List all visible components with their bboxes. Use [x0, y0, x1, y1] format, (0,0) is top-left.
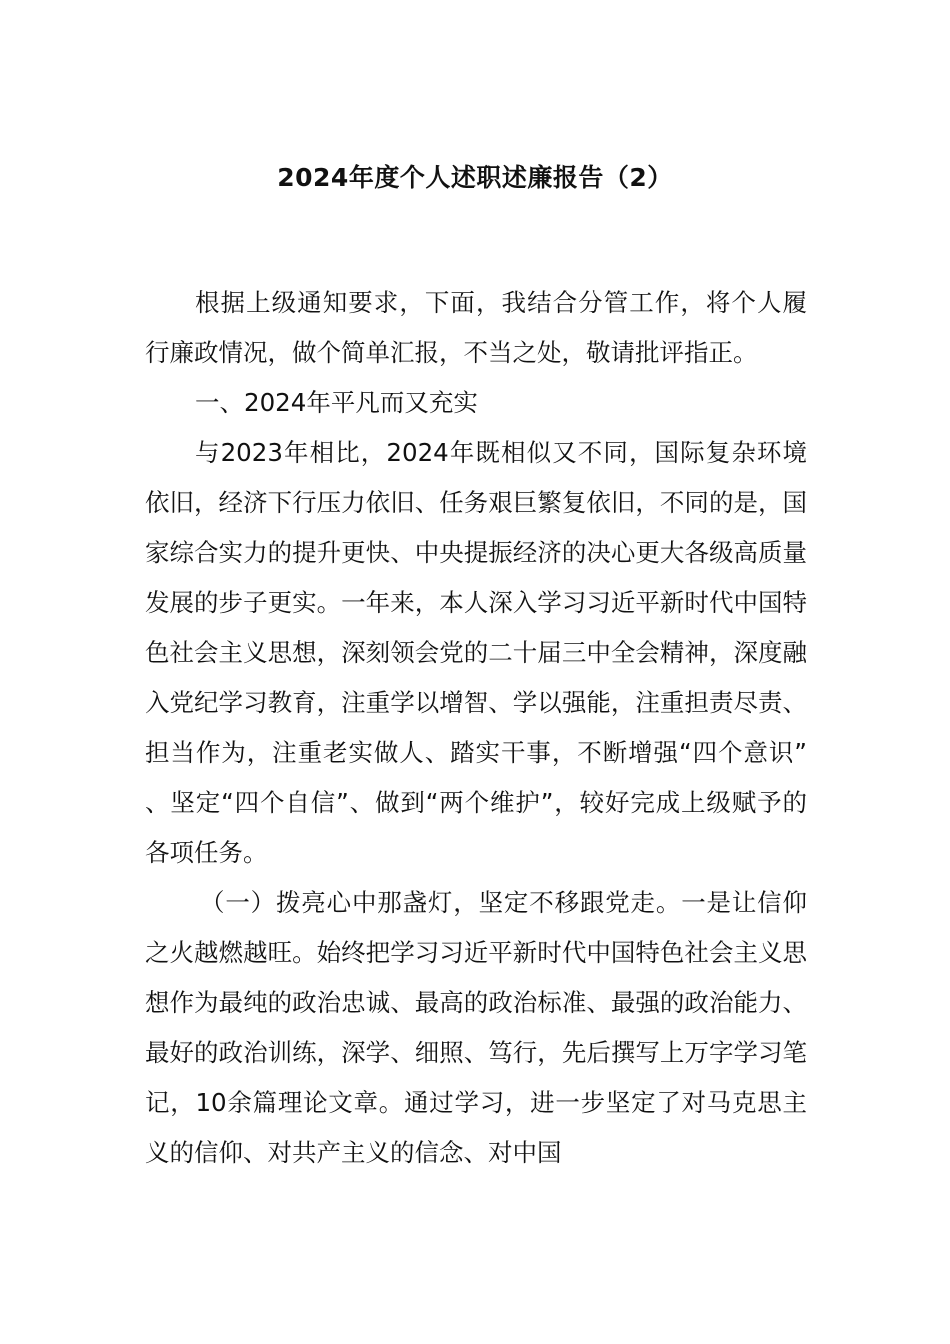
- section-1-paragraph: 与2023年相比，2024年既相似又不同，国际复杂环境依旧，经济下行压力依旧、任务艰巨繁复依旧，不同的是，国家综合实力的提升更快、中央提振经济的决心更大各级高质量发展的步子更实。一年来，本人深入学习习近平新时代中国特色社会主义思想，深刻领会党的二十届三中全会精神，深度融入党纪学习教育，注重学以增智、学以强能，注重担责尽责、担当作为，注重老实做人、踏实干事，不断增强“四个意识”、坚定“四个自信”、做到“两个维护”，较好完成上级赋予的各项任务。: [145, 438, 807, 867]
- intro-paragraph: 根据上级通知要求，下面，我结合分管工作，将个人履行廉政情况，做个简单汇报，不当之处，敬请批评指正。: [145, 288, 807, 367]
- section-heading-1: 一、2024年平凡而又充实: [195, 388, 478, 417]
- subsection-1-paragraph: （一）拨亮心中那盏灯，坚定不移跟党走。一是让信仰之火越燃越旺。始终把学习习近平新时代中国特色社会主义思想作为最纯的政治忠诚、最高的政治标准、最强的政治能力、最好的政治训练，深学、细照、笃行，先后撰写上万字学习笔记，10余篇理论文章。通过学习，进一步坚定了对马克思主义的信仰、对共产主义的信念、对中国: [145, 888, 807, 1167]
- document-body: [145, 278, 807, 1178]
- document-title: 2024年度个人述职述廉报告（2）: [277, 163, 673, 192]
